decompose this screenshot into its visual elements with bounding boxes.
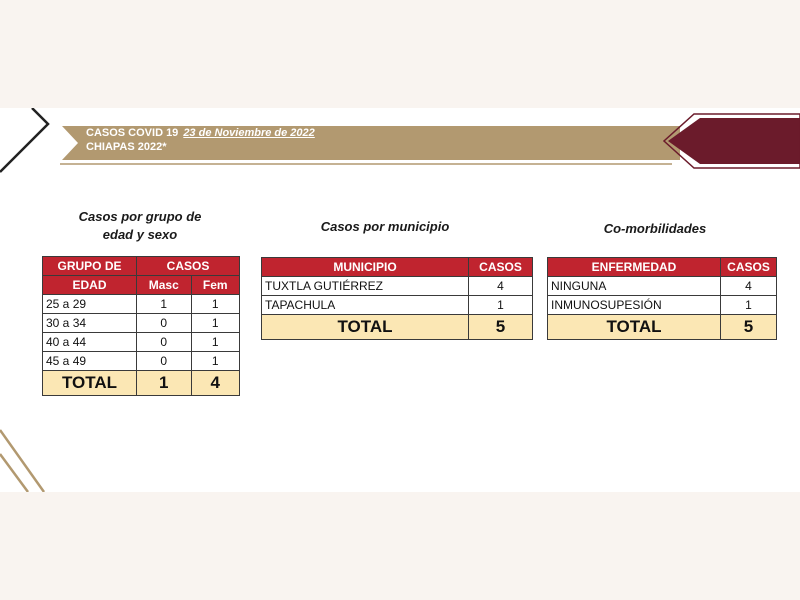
header-title [86,127,315,139]
municipio-header-casos: CASOS [469,258,533,277]
table-row [43,295,240,314]
table-row [43,352,240,371]
edad-fem-cell: 1 [191,333,240,352]
edad-total-masc: 1 [137,371,191,396]
table-row [43,314,240,333]
edad-fem-cell: 1 [191,352,240,371]
table-row [43,333,240,352]
edad-section-title [50,208,230,244]
edad-title-line2: edad y sexo [102,227,178,242]
municipio-header-nombre: MUNICIPIO [262,258,469,277]
edad-masc-cell: 0 [137,314,191,333]
edad-header-casos: CASOS [137,257,240,276]
edad-header-edad: EDAD [43,276,137,295]
comorbilidades-section-title: Co-morbilidades [603,221,707,236]
header-subtitle: CHIAPAS 2022* [86,141,167,153]
edad-header-fem: Fem [191,276,240,295]
comorbilidades-total-row [548,315,777,340]
table-row [548,296,777,315]
edad-masc-cell: 1 [137,295,191,314]
edad-grupo-cell: 25 a 29 [43,295,137,314]
edad-header-grupo: GRUPO DE [43,257,137,276]
edad-fem-cell: 1 [191,314,240,333]
comorbilidad-nombre-cell: NINGUNA [548,277,721,296]
municipio-nombre-cell: TAPACHULA [262,296,469,315]
municipio-total-value: 5 [469,315,533,340]
edad-masc-cell: 0 [137,333,191,352]
municipio-casos-cell: 4 [469,277,533,296]
edad-table [42,256,240,396]
comorbilidades-total-label: TOTAL [548,315,721,340]
municipio-table [261,257,533,340]
edad-grupo-cell: 40 a 44 [43,333,137,352]
edad-title-line1: Casos por grupo de [78,209,202,224]
comorbilidad-casos-cell: 4 [721,277,777,296]
comorbilidad-casos-cell: 1 [721,296,777,315]
municipio-total-label: TOTAL [262,315,469,340]
top-left-black-chevron [0,108,48,172]
comorbilidades-table [547,257,777,340]
header-title-text: CASOS COVID 19 [86,127,179,139]
edad-grupo-cell: 30 a 34 [43,314,137,333]
edad-header-masc: Masc [137,276,191,295]
bottom-left-gold-line-2 [0,454,28,492]
table-row [262,277,533,296]
table-row [548,277,777,296]
municipio-nombre-cell: TUXTLA GUTIÉRREZ [262,277,469,296]
edad-total-label: TOTAL [43,371,137,396]
municipio-casos-cell: 1 [469,296,533,315]
header-date: 23 de Noviembre de 2022 [183,127,315,139]
table-row [262,296,533,315]
slide [0,108,800,492]
comorbilidades-header-enfermedad: ENFERMEDAD [548,258,721,277]
municipio-section-title: Casos por municipio [320,219,450,234]
comorbilidad-nombre-cell: INMUNOSUPESIÓN [548,296,721,315]
header-maroon-arrow [668,118,800,164]
edad-total-row [43,371,240,396]
edad-fem-cell: 1 [191,295,240,314]
edad-grupo-cell: 45 a 49 [43,352,137,371]
comorbilidades-total-value: 5 [721,315,777,340]
municipio-total-row [262,315,533,340]
comorbilidades-header-casos: CASOS [721,258,777,277]
edad-total-fem: 4 [191,371,240,396]
edad-masc-cell: 0 [137,352,191,371]
